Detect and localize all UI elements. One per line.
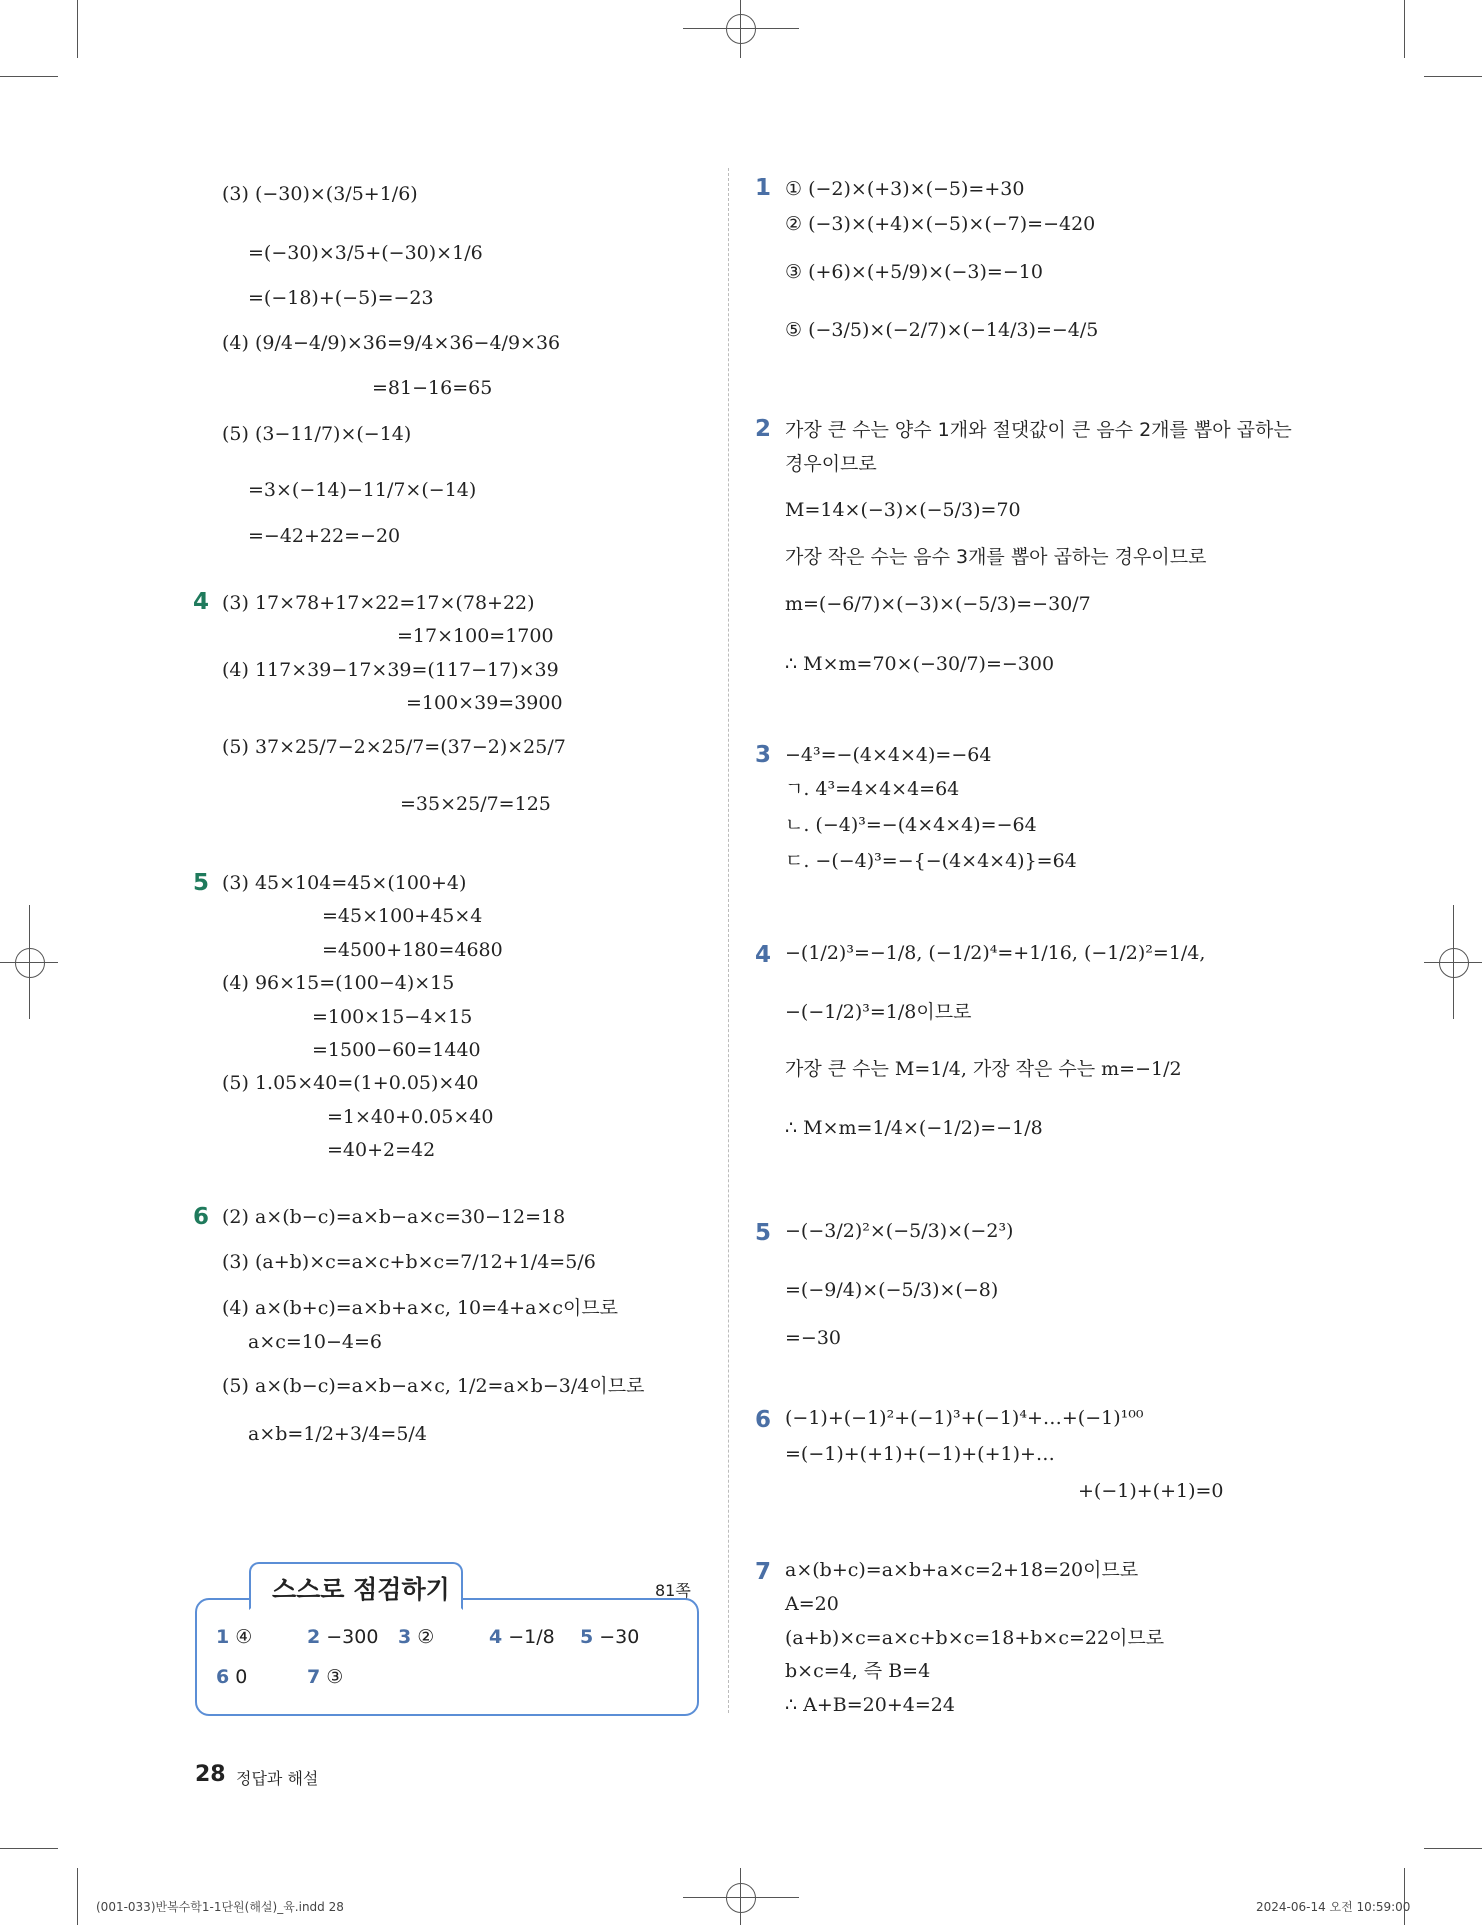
r5-line: −(−3/2)²×(−5/3)×(−2³) xyxy=(785,1220,1014,1242)
q4-part4-step: =100×39=3900 xyxy=(406,692,563,714)
r2-line: M=14×(−3)×(−5/3)=70 xyxy=(785,499,1021,521)
q3-part4: (4) (9/4−4/9)×36=9/4×36−4/9×36 xyxy=(222,332,561,354)
print-timestamp: 2024-06-14 오전 10:59:00 xyxy=(1256,1900,1411,1914)
registration-mark xyxy=(740,0,741,58)
registration-mark xyxy=(1439,948,1469,978)
question-number: 4 xyxy=(193,589,210,615)
r3-line: ㄷ. −(−4)³=−{−(4×4×4)}=64 xyxy=(785,850,1077,872)
r2-line: ∴ M×m=70×(−30/7)=−300 xyxy=(785,653,1055,675)
question-number: 7 xyxy=(755,1559,772,1585)
crop-mark xyxy=(1424,1848,1482,1849)
r7-line: b×c=4, 즉 B=4 xyxy=(785,1660,931,1682)
question-number: 6 xyxy=(755,1407,772,1433)
q6-part4: (4) a×(b+c)=a×b+a×c, 10=4+a×c이므로 xyxy=(222,1297,619,1319)
q6-part5-step: a×b=1/2+3/4=5/4 xyxy=(248,1423,427,1445)
registration-mark xyxy=(726,1883,756,1913)
q4-part5: (5) 37×25/7−2×25/7=(37−2)×25/7 xyxy=(222,736,566,758)
question-number: 1 xyxy=(755,175,772,201)
question-number: 5 xyxy=(755,1220,772,1246)
self-check-answer: 7 ③ xyxy=(307,1666,344,1688)
crop-mark xyxy=(0,76,58,77)
self-check-box xyxy=(195,1598,699,1716)
q6-part5: (5) a×(b−c)=a×b−a×c, 1/2=a×b−3/4이므로 xyxy=(222,1375,645,1397)
column-divider xyxy=(728,168,729,1713)
q5-part4-step: =1500−60=1440 xyxy=(312,1039,481,1061)
question-number: 2 xyxy=(755,416,772,442)
r4-line: ∴ M×m=1/4×(−1/2)=−1/8 xyxy=(785,1117,1043,1139)
crop-mark xyxy=(1404,1868,1405,1925)
crop-mark xyxy=(77,0,78,58)
q3-part5: (5) (3−11/7)×(−14) xyxy=(222,423,412,445)
registration-mark xyxy=(726,14,756,44)
r5-line: =−30 xyxy=(785,1327,842,1349)
q5-part4: (4) 96×15=(100−4)×15 xyxy=(222,972,455,994)
crop-mark xyxy=(1424,76,1482,77)
registration-mark xyxy=(683,28,799,29)
r2-line: m=(−6/7)×(−3)×(−5/3)=−30/7 xyxy=(785,593,1091,615)
q5-part4-step: =100×15−4×15 xyxy=(312,1006,473,1028)
question-number: 5 xyxy=(193,870,210,896)
self-check-answer: 2 −300 xyxy=(307,1626,379,1648)
q3-part5-step: =3×(−14)−11/7×(−14) xyxy=(248,479,477,501)
r2-line: 경우이므로 xyxy=(785,453,877,475)
q5-part5-step: =1×40+0.05×40 xyxy=(327,1106,494,1128)
registration-mark xyxy=(740,1868,741,1925)
question-number: 4 xyxy=(755,942,772,968)
q3-part3-step: =(−30)×3/5+(−30)×1/6 xyxy=(248,242,483,264)
q6-part2: (2) a×(b−c)=a×b−a×c=30−12=18 xyxy=(222,1206,566,1228)
r3-line: −4³=−(4×4×4)=−64 xyxy=(785,744,992,766)
r3-line: ㄱ. 4³=4×4×4=64 xyxy=(785,778,960,800)
q4-part3: (3) 17×78+17×22=17×(78+22) xyxy=(222,592,535,614)
crop-mark xyxy=(0,1848,58,1849)
r7-line: A=20 xyxy=(785,1593,839,1615)
q4-part3-step: =17×100=1700 xyxy=(397,625,554,647)
q3-part3: (3) (−30)×(3/5+1/6) xyxy=(222,183,418,205)
r4-line: −(−1/2)³=1/8이므로 xyxy=(785,1001,972,1023)
q5-part5: (5) 1.05×40=(1+0.05)×40 xyxy=(222,1072,479,1094)
crop-mark xyxy=(1404,0,1405,58)
q3-part5-step: =−42+22=−20 xyxy=(248,525,401,547)
q4-part5-step: =35×25/7=125 xyxy=(400,793,551,815)
r1-line: ③ (+6)×(+5/9)×(−3)=−10 xyxy=(785,261,1043,283)
registration-mark xyxy=(683,1897,799,1898)
q3-part4-step: =81−16=65 xyxy=(372,377,493,399)
crop-mark xyxy=(77,1868,78,1925)
q5-part3: (3) 45×104=45×(100+4) xyxy=(222,872,467,894)
self-check-answer: 3 ② xyxy=(398,1626,435,1648)
self-check-title: 스스로 점검하기 xyxy=(272,1575,450,1604)
r5-line: =(−9/4)×(−5/3)×(−8) xyxy=(785,1279,999,1301)
question-number: 3 xyxy=(755,742,772,768)
r7-line: a×(b+c)=a×b+a×c=2+18=20이므로 xyxy=(785,1559,1139,1581)
registration-mark xyxy=(1453,905,1454,1019)
r4-line: 가장 큰 수는 M=1/4, 가장 작은 수는 m=−1/2 xyxy=(785,1058,1182,1080)
self-check-answer: 4 −1/8 xyxy=(489,1626,555,1648)
registration-mark xyxy=(29,905,30,1019)
q5-part3-step: =45×100+45×4 xyxy=(322,905,483,927)
r2-line: 가장 큰 수는 양수 1개와 절댓값이 큰 음수 2개를 뽑아 곱하는 xyxy=(785,419,1292,441)
r1-line: ① (−2)×(+3)×(−5)=+30 xyxy=(785,178,1025,200)
self-check-answer: 1 ④ xyxy=(216,1626,253,1648)
r4-line: −(1/2)³=−1/8, (−1/2)⁴=+1/16, (−1/2)²=1/4, xyxy=(785,942,1206,964)
question-number: 6 xyxy=(193,1204,210,1230)
r6-line: (−1)+(−1)²+(−1)³+(−1)⁴+…+(−1)¹⁰⁰ xyxy=(785,1407,1144,1429)
q6-part3: (3) (a+b)×c=a×c+b×c=7/12+1/4=5/6 xyxy=(222,1251,596,1273)
q6-part4-step: a×c=10−4=6 xyxy=(248,1331,383,1353)
r6-line: +(−1)+(+1)=0 xyxy=(1078,1480,1224,1502)
self-check-page-ref: 81쪽 xyxy=(655,1581,691,1600)
page-number: 28 xyxy=(195,1762,226,1787)
r1-line: ⑤ (−3/5)×(−2/7)×(−14/3)=−4/5 xyxy=(785,319,1099,341)
self-check-answer: 6 0 xyxy=(216,1666,248,1688)
page-label: 정답과 해설 xyxy=(236,1769,319,1788)
r7-line: ∴ A+B=20+4=24 xyxy=(785,1694,955,1716)
r7-line: (a+b)×c=a×c+b×c=18+b×c=22이므로 xyxy=(785,1627,1165,1649)
q5-part3-step: =4500+180=4680 xyxy=(322,939,503,961)
r1-line: ② (−3)×(+4)×(−5)×(−7)=−420 xyxy=(785,213,1096,235)
file-info: (001-033)반복수학1-1단원(해설)_육.indd 28 xyxy=(96,1900,344,1914)
q3-part3-step: =(−18)+(−5)=−23 xyxy=(248,287,434,309)
r3-line: ㄴ. (−4)³=−(4×4×4)=−64 xyxy=(785,814,1037,836)
registration-mark xyxy=(15,948,45,978)
q5-part5-step: =40+2=42 xyxy=(327,1139,436,1161)
r2-line: 가장 작은 수는 음수 3개를 뽑아 곱하는 경우이므로 xyxy=(785,546,1207,568)
r6-line: =(−1)+(+1)+(−1)+(+1)+… xyxy=(785,1443,1055,1465)
self-check-answer: 5 −30 xyxy=(580,1626,640,1648)
q4-part4: (4) 117×39−17×39=(117−17)×39 xyxy=(222,659,559,681)
